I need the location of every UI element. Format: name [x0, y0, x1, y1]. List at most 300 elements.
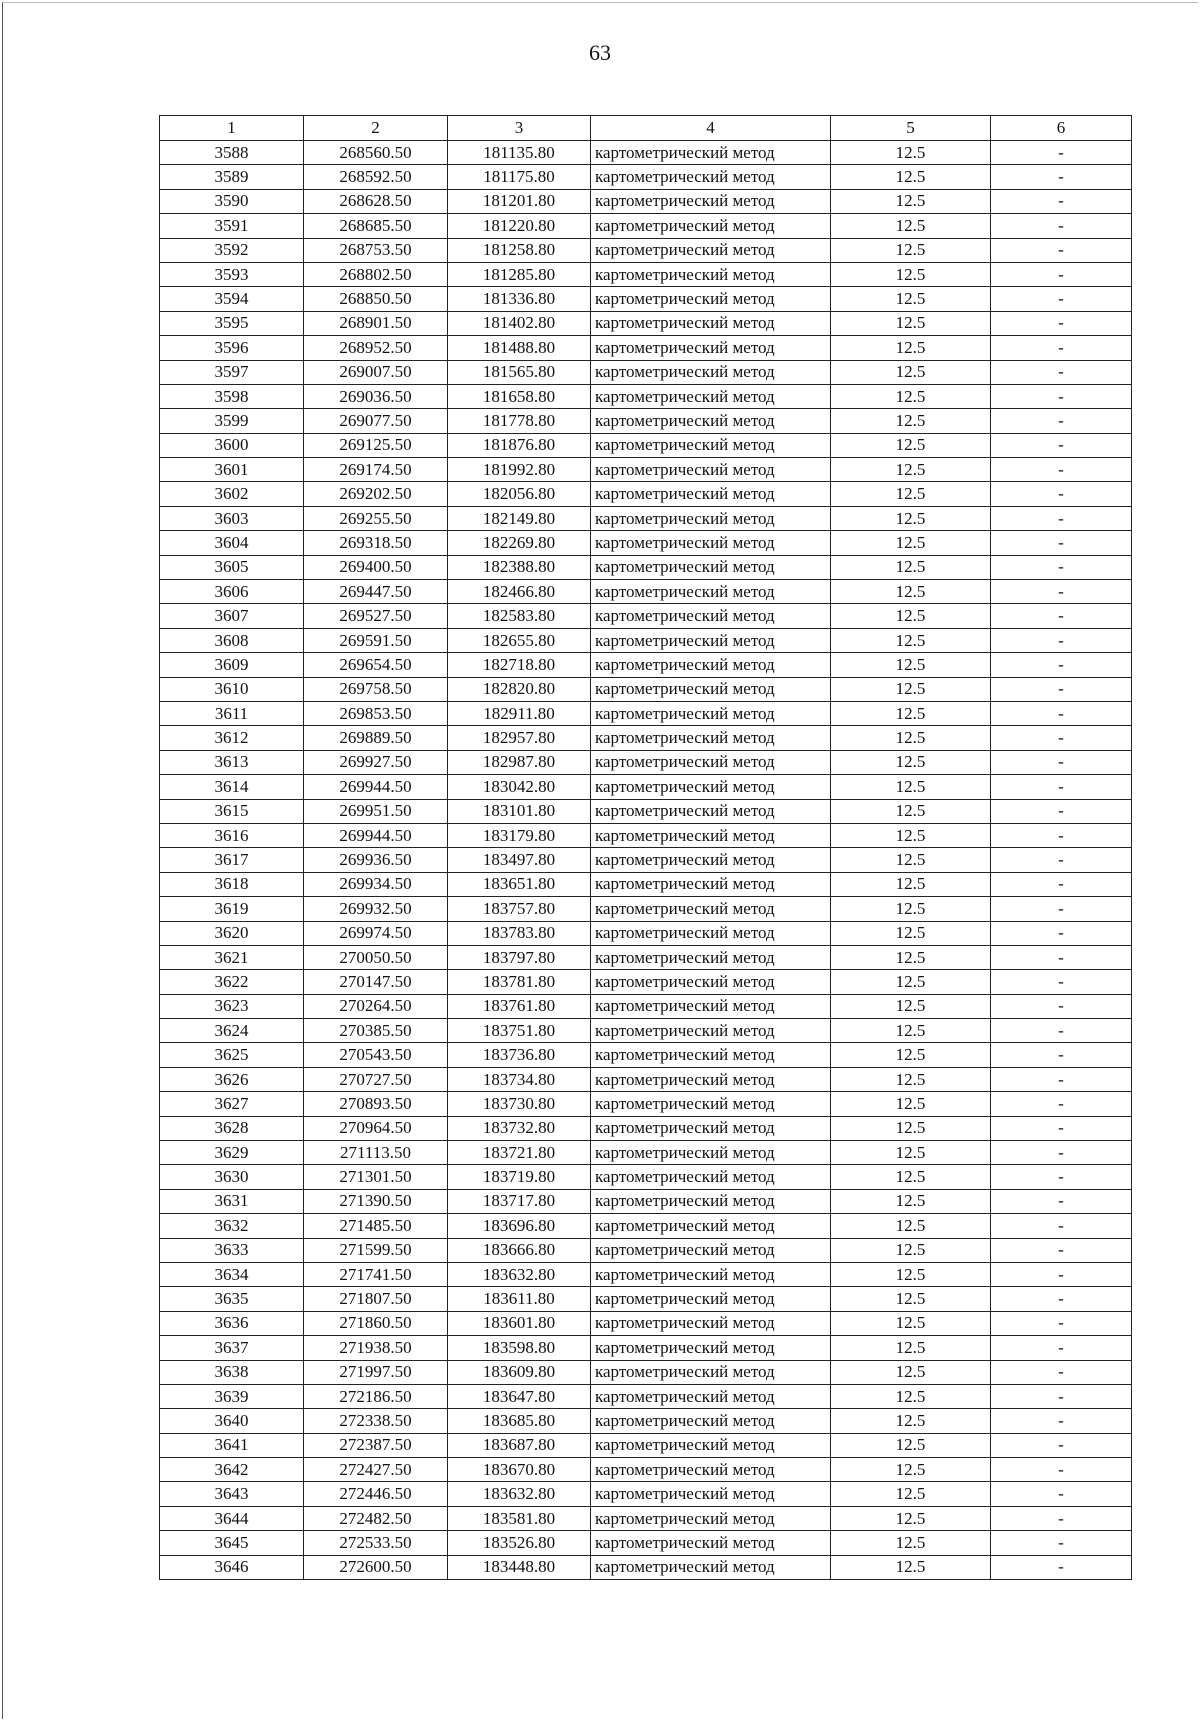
table-row [160, 1067, 1132, 1091]
method-cell: картометрический метод [591, 945, 831, 969]
x-coordinate-cell: 272482.50 [304, 1506, 448, 1530]
note-cell: - [991, 1067, 1132, 1091]
note-cell: - [991, 1214, 1132, 1238]
note-cell: - [991, 311, 1132, 335]
note-cell: - [991, 555, 1132, 579]
method-cell: картометрический метод [591, 1067, 831, 1091]
method-cell: картометрический метод [591, 921, 831, 945]
point-number-cell: 3591 [160, 214, 304, 238]
accuracy-cell: 12.5 [831, 1189, 991, 1213]
y-coordinate-cell: 181285.80 [448, 262, 591, 286]
y-coordinate-cell: 183601.80 [448, 1311, 591, 1335]
method-cell: картометрический метод [591, 1262, 831, 1286]
y-coordinate-cell: 183736.80 [448, 1043, 591, 1067]
accuracy-cell: 12.5 [831, 1141, 991, 1165]
column-header: 6 [991, 116, 1132, 141]
point-number-cell: 3597 [160, 360, 304, 384]
coordinates-table [159, 115, 1132, 1580]
table-row [160, 141, 1132, 165]
accuracy-cell: 12.5 [831, 1384, 991, 1408]
note-cell: - [991, 970, 1132, 994]
y-coordinate-cell: 182388.80 [448, 555, 591, 579]
accuracy-cell: 12.5 [831, 1311, 991, 1335]
table-row [160, 262, 1132, 286]
accuracy-cell: 12.5 [831, 580, 991, 604]
accuracy-cell: 12.5 [831, 1531, 991, 1555]
note-cell: - [991, 238, 1132, 262]
method-cell: картометрический метод [591, 262, 831, 286]
table-row [160, 531, 1132, 555]
note-cell: - [991, 1506, 1132, 1530]
method-cell: картометрический метод [591, 1531, 831, 1555]
accuracy-cell: 12.5 [831, 262, 991, 286]
accuracy-cell: 12.5 [831, 336, 991, 360]
table-row [160, 214, 1132, 238]
method-cell: картометрический метод [591, 653, 831, 677]
x-coordinate-cell: 269758.50 [304, 677, 448, 701]
accuracy-cell: 12.5 [831, 409, 991, 433]
x-coordinate-cell: 268753.50 [304, 238, 448, 262]
note-cell: - [991, 1019, 1132, 1043]
method-cell: картометрический метод [591, 1141, 831, 1165]
method-cell: картометрический метод [591, 214, 831, 238]
y-coordinate-cell: 183497.80 [448, 848, 591, 872]
y-coordinate-cell: 183761.80 [448, 994, 591, 1018]
note-cell: - [991, 1165, 1132, 1189]
accuracy-cell: 12.5 [831, 189, 991, 213]
accuracy-cell: 12.5 [831, 1433, 991, 1457]
x-coordinate-cell: 270050.50 [304, 945, 448, 969]
x-coordinate-cell: 269400.50 [304, 555, 448, 579]
x-coordinate-cell: 271485.50 [304, 1214, 448, 1238]
method-cell: картометрический метод [591, 1360, 831, 1384]
method-cell: картометрический метод [591, 384, 831, 408]
y-coordinate-cell: 181175.80 [448, 165, 591, 189]
accuracy-cell: 12.5 [831, 482, 991, 506]
x-coordinate-cell: 268685.50 [304, 214, 448, 238]
note-cell: - [991, 701, 1132, 725]
point-number-cell: 3630 [160, 1165, 304, 1189]
table-row [160, 287, 1132, 311]
accuracy-cell: 12.5 [831, 458, 991, 482]
accuracy-cell: 12.5 [831, 1287, 991, 1311]
accuracy-cell: 12.5 [831, 701, 991, 725]
x-coordinate-cell: 269927.50 [304, 750, 448, 774]
accuracy-cell: 12.5 [831, 945, 991, 969]
table-row [160, 1531, 1132, 1555]
method-cell: картометрический метод [591, 848, 831, 872]
page-number: 63 [589, 40, 611, 65]
method-cell: картометрический метод [591, 677, 831, 701]
point-number-cell: 3605 [160, 555, 304, 579]
note-cell: - [991, 1092, 1132, 1116]
note-cell: - [991, 287, 1132, 311]
point-number-cell: 3624 [160, 1019, 304, 1043]
accuracy-cell: 12.5 [831, 750, 991, 774]
point-number-cell: 3621 [160, 945, 304, 969]
point-number-cell: 3617 [160, 848, 304, 872]
accuracy-cell: 12.5 [831, 531, 991, 555]
y-coordinate-cell: 183757.80 [448, 897, 591, 921]
point-number-cell: 3633 [160, 1238, 304, 1262]
table-row [160, 458, 1132, 482]
table-row [160, 872, 1132, 896]
table-row [160, 1043, 1132, 1067]
x-coordinate-cell: 272533.50 [304, 1531, 448, 1555]
method-cell: картометрический метод [591, 872, 831, 896]
y-coordinate-cell: 181488.80 [448, 336, 591, 360]
x-coordinate-cell: 269932.50 [304, 897, 448, 921]
note-cell: - [991, 628, 1132, 652]
table-row [160, 1336, 1132, 1360]
point-number-cell: 3622 [160, 970, 304, 994]
note-cell: - [991, 750, 1132, 774]
y-coordinate-cell: 181778.80 [448, 409, 591, 433]
note-cell: - [991, 433, 1132, 457]
y-coordinate-cell: 183687.80 [448, 1433, 591, 1457]
note-cell: - [991, 1311, 1132, 1335]
point-number-cell: 3643 [160, 1482, 304, 1506]
point-number-cell: 3611 [160, 701, 304, 725]
method-cell: картометрический метод [591, 531, 831, 555]
table-row [160, 1262, 1132, 1286]
table-row [160, 1287, 1132, 1311]
note-cell: - [991, 1189, 1132, 1213]
note-cell: - [991, 799, 1132, 823]
table-row [160, 1458, 1132, 1482]
method-cell: картометрический метод [591, 1433, 831, 1457]
table-row [160, 311, 1132, 335]
point-number-cell: 3629 [160, 1141, 304, 1165]
table-row [160, 580, 1132, 604]
accuracy-cell: 12.5 [831, 360, 991, 384]
x-coordinate-cell: 270147.50 [304, 970, 448, 994]
method-cell: картометрический метод [591, 1043, 831, 1067]
note-cell: - [991, 1482, 1132, 1506]
method-cell: картометрический метод [591, 409, 831, 433]
method-cell: картометрический метод [591, 458, 831, 482]
accuracy-cell: 12.5 [831, 823, 991, 847]
method-cell: картометрический метод [591, 775, 831, 799]
table-row [160, 1165, 1132, 1189]
x-coordinate-cell: 270893.50 [304, 1092, 448, 1116]
y-coordinate-cell: 181565.80 [448, 360, 591, 384]
method-cell: картометрический метод [591, 628, 831, 652]
table-row [160, 1506, 1132, 1530]
point-number-cell: 3609 [160, 653, 304, 677]
point-number-cell: 3610 [160, 677, 304, 701]
point-number-cell: 3598 [160, 384, 304, 408]
method-cell: картометрический метод [591, 1555, 831, 1579]
y-coordinate-cell: 183651.80 [448, 872, 591, 896]
table-row [160, 238, 1132, 262]
x-coordinate-cell: 269077.50 [304, 409, 448, 433]
method-cell: картометрический метод [591, 970, 831, 994]
y-coordinate-cell: 181992.80 [448, 458, 591, 482]
point-number-cell: 3628 [160, 1116, 304, 1140]
x-coordinate-cell: 270543.50 [304, 1043, 448, 1067]
note-cell: - [991, 1458, 1132, 1482]
note-cell: - [991, 1238, 1132, 1262]
x-coordinate-cell: 272446.50 [304, 1482, 448, 1506]
table-row [160, 726, 1132, 750]
note-cell: - [991, 189, 1132, 213]
y-coordinate-cell: 181201.80 [448, 189, 591, 213]
point-number-cell: 3601 [160, 458, 304, 482]
table-row [160, 604, 1132, 628]
method-cell: картометрический метод [591, 1238, 831, 1262]
method-cell: картометрический метод [591, 555, 831, 579]
table-row [160, 775, 1132, 799]
accuracy-cell: 12.5 [831, 872, 991, 896]
x-coordinate-cell: 270385.50 [304, 1019, 448, 1043]
column-header: 2 [304, 116, 448, 141]
note-cell: - [991, 1116, 1132, 1140]
table-row [160, 482, 1132, 506]
column-header: 1 [160, 116, 304, 141]
accuracy-cell: 12.5 [831, 506, 991, 530]
x-coordinate-cell: 271807.50 [304, 1287, 448, 1311]
x-coordinate-cell: 272186.50 [304, 1384, 448, 1408]
x-coordinate-cell: 268802.50 [304, 262, 448, 286]
note-cell: - [991, 458, 1132, 482]
note-cell: - [991, 775, 1132, 799]
point-number-cell: 3623 [160, 994, 304, 1018]
accuracy-cell: 12.5 [831, 1336, 991, 1360]
x-coordinate-cell: 271997.50 [304, 1360, 448, 1384]
method-cell: картометрический метод [591, 1287, 831, 1311]
y-coordinate-cell: 183611.80 [448, 1287, 591, 1311]
accuracy-cell: 12.5 [831, 1262, 991, 1286]
note-cell: - [991, 872, 1132, 896]
y-coordinate-cell: 182149.80 [448, 506, 591, 530]
point-number-cell: 3592 [160, 238, 304, 262]
point-number-cell: 3608 [160, 628, 304, 652]
table-row [160, 360, 1132, 384]
y-coordinate-cell: 182655.80 [448, 628, 591, 652]
table-row [160, 970, 1132, 994]
y-coordinate-cell: 183647.80 [448, 1384, 591, 1408]
table-row [160, 701, 1132, 725]
method-cell: картометрический метод [591, 1092, 831, 1116]
accuracy-cell: 12.5 [831, 1067, 991, 1091]
point-number-cell: 3642 [160, 1458, 304, 1482]
note-cell: - [991, 1384, 1132, 1408]
point-number-cell: 3599 [160, 409, 304, 433]
accuracy-cell: 12.5 [831, 311, 991, 335]
y-coordinate-cell: 181135.80 [448, 141, 591, 165]
y-coordinate-cell: 183685.80 [448, 1409, 591, 1433]
note-cell: - [991, 214, 1132, 238]
note-cell: - [991, 1409, 1132, 1433]
x-coordinate-cell: 271390.50 [304, 1189, 448, 1213]
accuracy-cell: 12.5 [831, 1506, 991, 1530]
note-cell: - [991, 141, 1132, 165]
x-coordinate-cell: 271301.50 [304, 1165, 448, 1189]
y-coordinate-cell: 182583.80 [448, 604, 591, 628]
point-number-cell: 3603 [160, 506, 304, 530]
accuracy-cell: 12.5 [831, 775, 991, 799]
method-cell: картометрический метод [591, 726, 831, 750]
y-coordinate-cell: 183448.80 [448, 1555, 591, 1579]
point-number-cell: 3626 [160, 1067, 304, 1091]
method-cell: картометрический метод [591, 311, 831, 335]
note-cell: - [991, 409, 1132, 433]
table-row [160, 1116, 1132, 1140]
point-number-cell: 3635 [160, 1287, 304, 1311]
table-row [160, 1555, 1132, 1579]
x-coordinate-cell: 271741.50 [304, 1262, 448, 1286]
x-coordinate-cell: 269944.50 [304, 775, 448, 799]
point-number-cell: 3641 [160, 1433, 304, 1457]
y-coordinate-cell: 182911.80 [448, 701, 591, 725]
note-cell: - [991, 531, 1132, 555]
accuracy-cell: 12.5 [831, 653, 991, 677]
x-coordinate-cell: 271860.50 [304, 1311, 448, 1335]
accuracy-cell: 12.5 [831, 1165, 991, 1189]
method-cell: картометрический метод [591, 336, 831, 360]
table-row [160, 1409, 1132, 1433]
accuracy-cell: 12.5 [831, 726, 991, 750]
y-coordinate-cell: 183732.80 [448, 1116, 591, 1140]
x-coordinate-cell: 268850.50 [304, 287, 448, 311]
x-coordinate-cell: 269591.50 [304, 628, 448, 652]
point-number-cell: 3644 [160, 1506, 304, 1530]
accuracy-cell: 12.5 [831, 970, 991, 994]
method-cell: картометрический метод [591, 1336, 831, 1360]
table-row [160, 384, 1132, 408]
note-cell: - [991, 384, 1132, 408]
method-cell: картометрический метод [591, 1482, 831, 1506]
note-cell: - [991, 262, 1132, 286]
point-number-cell: 3646 [160, 1555, 304, 1579]
accuracy-cell: 12.5 [831, 1019, 991, 1043]
note-cell: - [991, 336, 1132, 360]
y-coordinate-cell: 183797.80 [448, 945, 591, 969]
x-coordinate-cell: 271599.50 [304, 1238, 448, 1262]
method-cell: картометрический метод [591, 580, 831, 604]
method-cell: картометрический метод [591, 1019, 831, 1043]
point-number-cell: 3590 [160, 189, 304, 213]
column-header: 4 [591, 116, 831, 141]
point-number-cell: 3614 [160, 775, 304, 799]
point-number-cell: 3600 [160, 433, 304, 457]
table-row [160, 994, 1132, 1018]
method-cell: картометрический метод [591, 701, 831, 725]
y-coordinate-cell: 183581.80 [448, 1506, 591, 1530]
x-coordinate-cell: 272427.50 [304, 1458, 448, 1482]
accuracy-cell: 12.5 [831, 287, 991, 311]
note-cell: - [991, 1336, 1132, 1360]
y-coordinate-cell: 182987.80 [448, 750, 591, 774]
accuracy-cell: 12.5 [831, 1238, 991, 1262]
accuracy-cell: 12.5 [831, 848, 991, 872]
point-number-cell: 3638 [160, 1360, 304, 1384]
column-header: 5 [831, 116, 991, 141]
note-cell: - [991, 726, 1132, 750]
y-coordinate-cell: 181220.80 [448, 214, 591, 238]
x-coordinate-cell: 269944.50 [304, 823, 448, 847]
y-coordinate-cell: 181336.80 [448, 287, 591, 311]
point-number-cell: 3625 [160, 1043, 304, 1067]
y-coordinate-cell: 183632.80 [448, 1262, 591, 1286]
table-row [160, 1238, 1132, 1262]
method-cell: картометрический метод [591, 1189, 831, 1213]
y-coordinate-cell: 183719.80 [448, 1165, 591, 1189]
table-row [160, 1019, 1132, 1043]
x-coordinate-cell: 270964.50 [304, 1116, 448, 1140]
x-coordinate-cell: 270264.50 [304, 994, 448, 1018]
point-number-cell: 3632 [160, 1214, 304, 1238]
x-coordinate-cell: 269527.50 [304, 604, 448, 628]
y-coordinate-cell: 182269.80 [448, 531, 591, 555]
accuracy-cell: 12.5 [831, 141, 991, 165]
x-coordinate-cell: 270727.50 [304, 1067, 448, 1091]
x-coordinate-cell: 272387.50 [304, 1433, 448, 1457]
note-cell: - [991, 604, 1132, 628]
y-coordinate-cell: 182957.80 [448, 726, 591, 750]
method-cell: картометрический метод [591, 141, 831, 165]
method-cell: картометрический метод [591, 823, 831, 847]
method-cell: картометрический метод [591, 1409, 831, 1433]
point-number-cell: 3606 [160, 580, 304, 604]
table-row [160, 945, 1132, 969]
x-coordinate-cell: 269125.50 [304, 433, 448, 457]
point-number-cell: 3589 [160, 165, 304, 189]
accuracy-cell: 12.5 [831, 384, 991, 408]
method-cell: картометрический метод [591, 604, 831, 628]
y-coordinate-cell: 182820.80 [448, 677, 591, 701]
table-row [160, 1214, 1132, 1238]
point-number-cell: 3636 [160, 1311, 304, 1335]
point-number-cell: 3640 [160, 1409, 304, 1433]
y-coordinate-cell: 183632.80 [448, 1482, 591, 1506]
y-coordinate-cell: 183042.80 [448, 775, 591, 799]
y-coordinate-cell: 183696.80 [448, 1214, 591, 1238]
note-cell: - [991, 580, 1132, 604]
accuracy-cell: 12.5 [831, 214, 991, 238]
table-row [160, 433, 1132, 457]
table-row [160, 799, 1132, 823]
x-coordinate-cell: 272338.50 [304, 1409, 448, 1433]
y-coordinate-cell: 181658.80 [448, 384, 591, 408]
accuracy-cell: 12.5 [831, 628, 991, 652]
method-cell: картометрический метод [591, 360, 831, 384]
accuracy-cell: 12.5 [831, 921, 991, 945]
method-cell: картометрический метод [591, 1116, 831, 1140]
column-header: 3 [448, 116, 591, 141]
accuracy-cell: 12.5 [831, 1116, 991, 1140]
method-cell: картометрический метод [591, 1165, 831, 1189]
x-coordinate-cell: 268560.50 [304, 141, 448, 165]
y-coordinate-cell: 183526.80 [448, 1531, 591, 1555]
y-coordinate-cell: 181876.80 [448, 433, 591, 457]
y-coordinate-cell: 183101.80 [448, 799, 591, 823]
accuracy-cell: 12.5 [831, 897, 991, 921]
x-coordinate-cell: 268592.50 [304, 165, 448, 189]
table-row [160, 1360, 1132, 1384]
note-cell: - [991, 1433, 1132, 1457]
y-coordinate-cell: 183598.80 [448, 1336, 591, 1360]
accuracy-cell: 12.5 [831, 1043, 991, 1067]
table-row [160, 1433, 1132, 1457]
x-coordinate-cell: 269654.50 [304, 653, 448, 677]
y-coordinate-cell: 182718.80 [448, 653, 591, 677]
table-row [160, 921, 1132, 945]
point-number-cell: 3613 [160, 750, 304, 774]
y-coordinate-cell: 183670.80 [448, 1458, 591, 1482]
x-coordinate-cell: 269934.50 [304, 872, 448, 896]
